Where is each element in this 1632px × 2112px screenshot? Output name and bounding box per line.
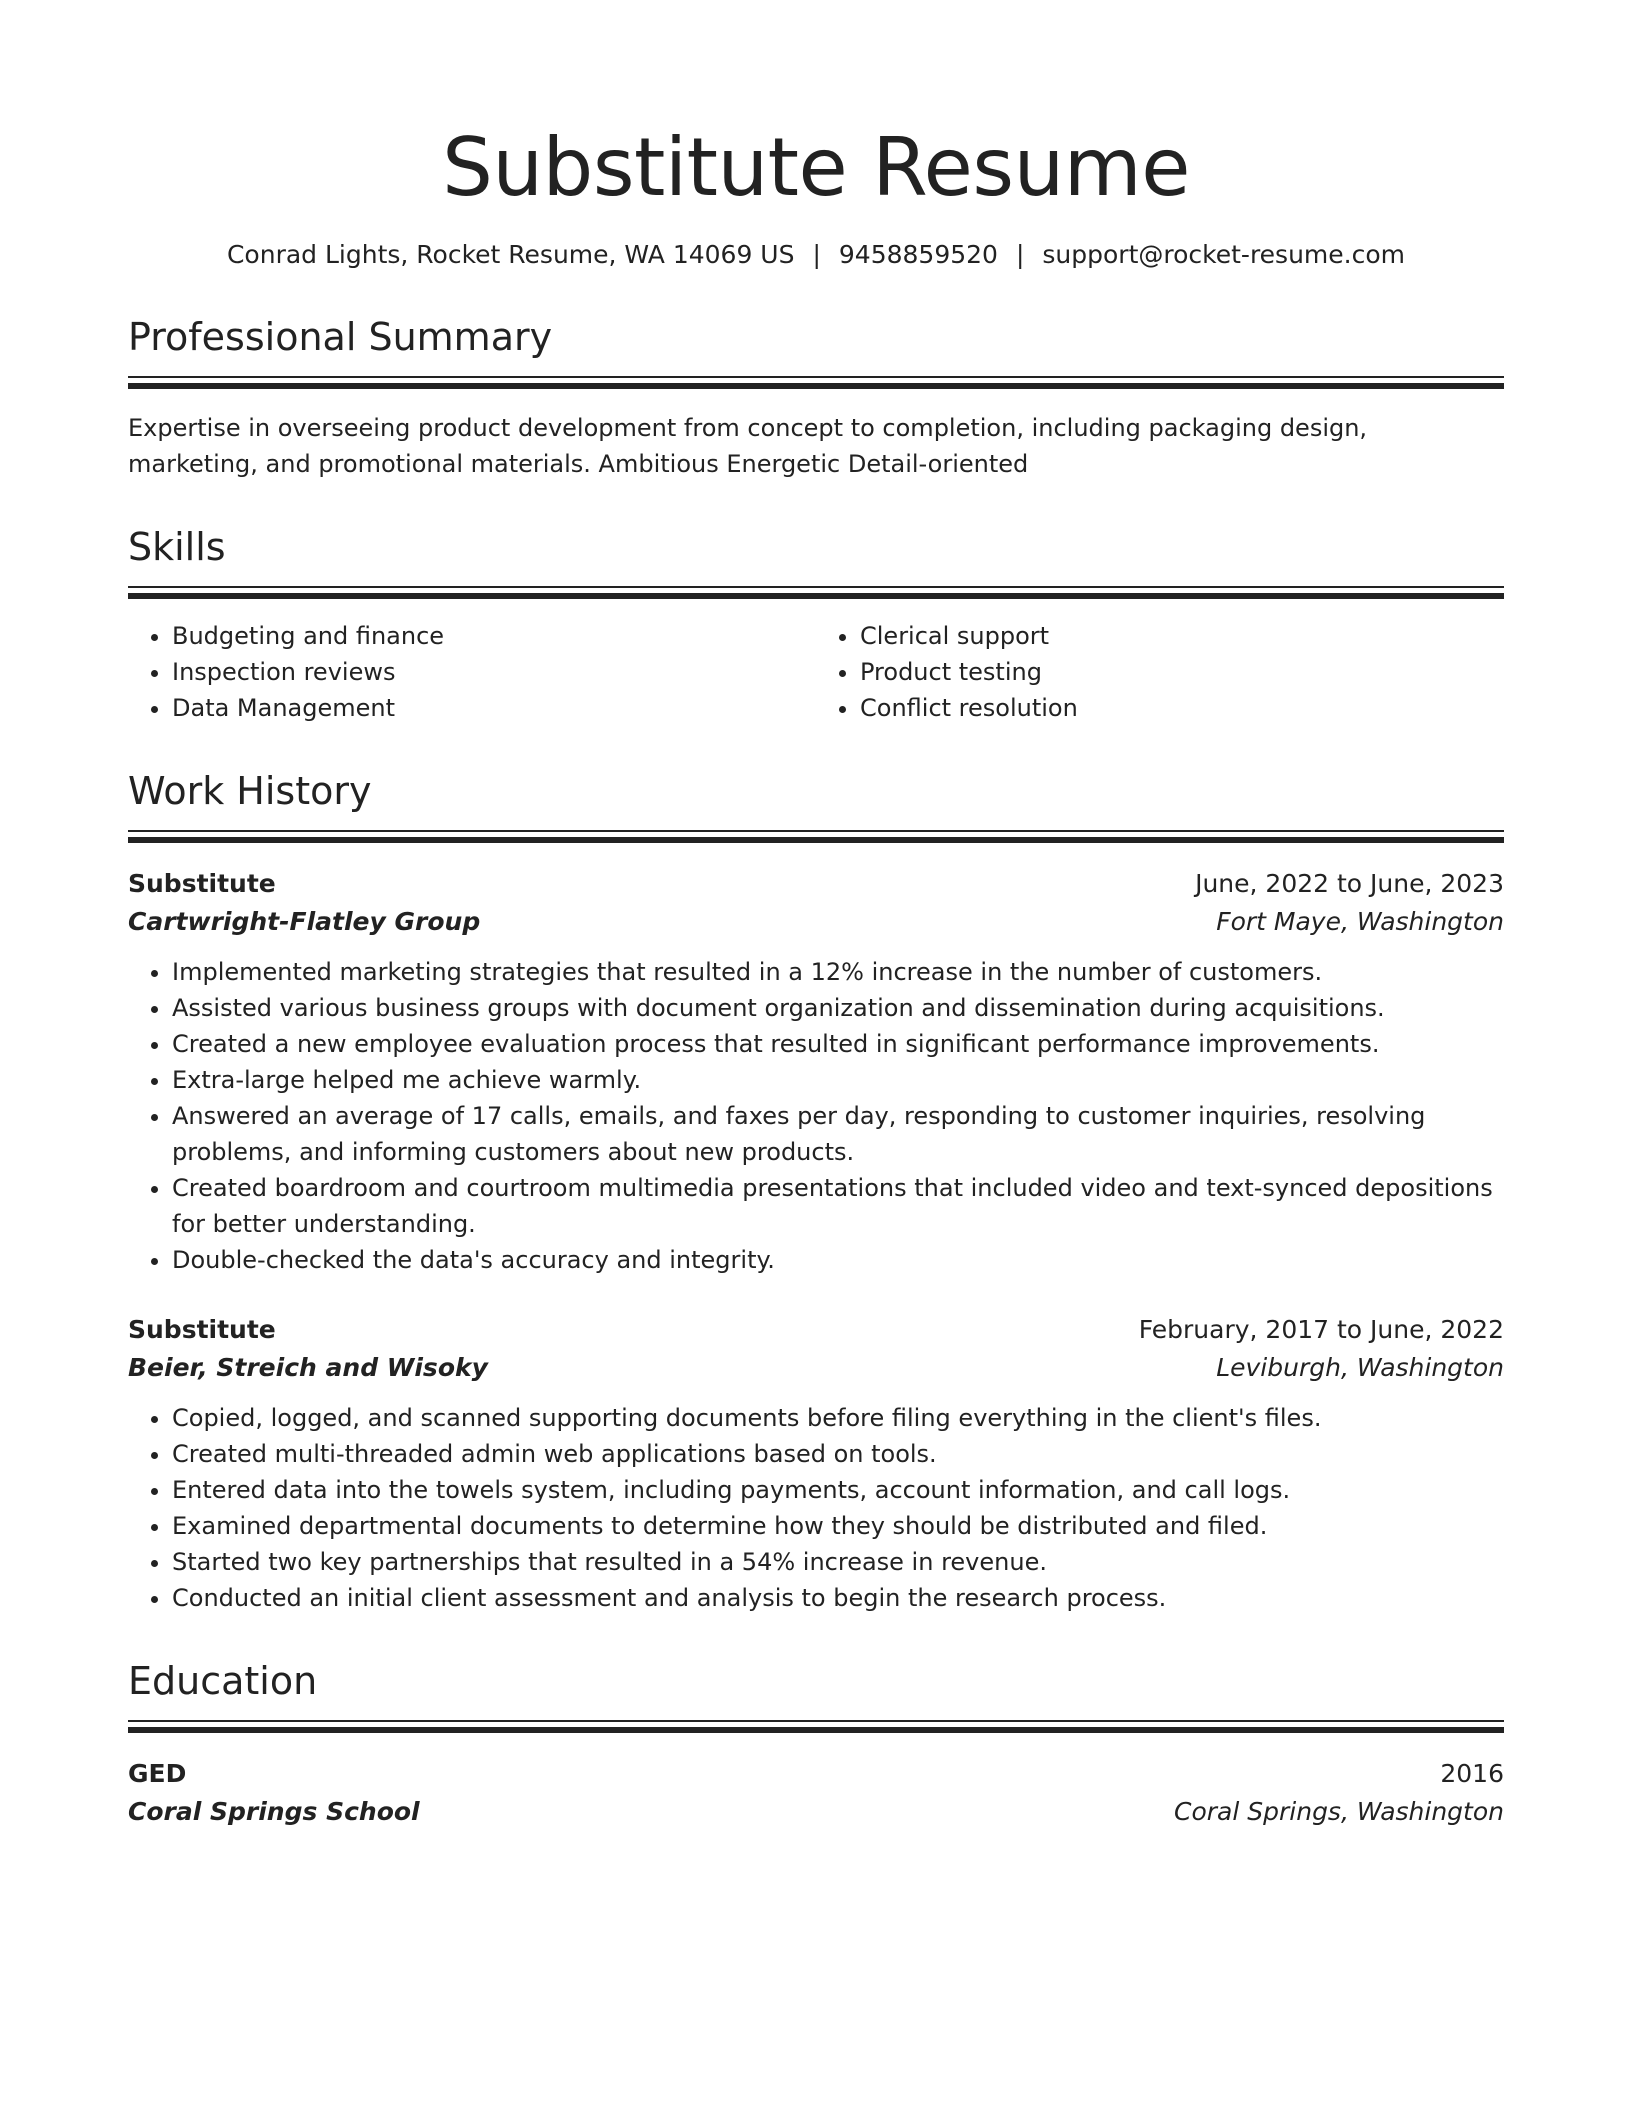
work-section-header [128,766,1504,844]
job-location: Leviburgh, Washington [1216,1353,1504,1382]
education-entry [128,1756,1504,1832]
job-bullet: • Examined departmental documents to determine how they should be distributed and filed. [172,1508,1504,1544]
job-bullets [128,1400,1504,1616]
skills-column-left [128,618,816,726]
job-company-row [128,902,1504,942]
job-bullet: • Conducted an initial client assessment and analysis to begin the research process. [172,1580,1504,1616]
work-heading: Work History [128,769,372,813]
job-bullet: • Assisted various business groups with document organization and dissemination during acquisitions. [172,990,1504,1026]
education-school: Coral Springs School [128,1797,420,1826]
skill-item: • Inspection reviews [172,654,816,690]
job-header-row [128,1312,1504,1348]
skill-item: • Budgeting and finance [172,618,816,654]
skills-column-right [816,618,1504,726]
resume-page [128,0,1504,1832]
skill-item: • Clerical support [860,618,1504,654]
education-header-row [128,1756,1504,1792]
education-year: 2016 [1440,1759,1504,1788]
contact-address: Conrad Lights, Rocket Resume, WA 14069 US [226,240,795,269]
job-bullet: • Answered an average of 17 calls, emails, and faxes per day, responding to customer inquiries, resolving problems, and informing customers about new products. [172,1098,1504,1170]
skill-item: • Data Management [172,690,816,726]
section-divider [128,376,1504,390]
education-heading: Education [128,1659,318,1703]
summary-heading: Professional Summary [128,315,553,359]
job-company-row [128,1348,1504,1388]
job-bullet: • Created boardroom and courtroom multimedia presentations that included video and text-synced depositions for better understanding. [172,1170,1504,1242]
job-bullet: • Double-checked the data's accuracy and integrity. [172,1242,1504,1278]
job-location: Fort Maye, Washington [1216,907,1504,936]
job-company: Cartwright-Flatley Group [128,907,481,936]
job-bullet: • Created multi-threaded admin web applications based on tools. [172,1436,1504,1472]
job-bullet: • Copied, logged, and scanned supporting documents before filing everything in the client's files. [172,1400,1504,1436]
section-divider [128,830,1504,844]
job-bullet: • Created a new employee evaluation process that resulted in significant performance improvements. [172,1026,1504,1062]
contact-phone: 9458859520 [838,240,998,269]
section-divider [128,1720,1504,1734]
summary-text: Expertise in overseeing product development from concept to completion, including packaging design, marketing, and promotional materials. Ambitious Energetic Detail-oriented [128,414,1368,478]
job-company: Beier, Streich and Wisoky [128,1353,488,1382]
contact-separator: | [1015,240,1025,269]
job-bullets [128,954,1504,1278]
job-entry [128,1312,1504,1616]
section-divider [128,586,1504,600]
education-degree: GED [128,1759,187,1788]
education-section-header [128,1656,1504,1734]
skills-section-header [128,522,1504,600]
job-bullet: • Implemented marketing strategies that resulted in a 12% increase in the number of customers. [172,954,1504,990]
job-bullet: • Started two key partnerships that resulted in a 54% increase in revenue. [172,1544,1504,1580]
job-dates: February, 2017 to June, 2022 [1138,1315,1504,1344]
job-entry [128,866,1504,1278]
skill-item: • Product testing [860,654,1504,690]
education-school-row [128,1792,1504,1832]
job-title: Substitute [128,869,276,898]
contact-separator: | [812,240,821,269]
summary-section-header [128,312,1504,390]
resume-title: Substitute Resume [442,121,1190,214]
skills-list [128,618,1504,726]
job-dates: June, 2022 to June, 2023 [1195,869,1504,898]
job-header-row [128,866,1504,902]
job-title: Substitute [128,1315,276,1344]
skills-heading: Skills [128,525,226,569]
education-location: Coral Springs, Washington [1174,1797,1504,1826]
contact-line [128,238,1504,272]
contact-email: support@rocket-resume.com [1042,240,1406,269]
job-bullet: • Extra-large helped me achieve warmly. [172,1062,1504,1098]
skill-item: • Conflict resolution [860,690,1504,726]
job-bullet: • Entered data into the towels system, including payments, account information, and call logs. [172,1472,1504,1508]
